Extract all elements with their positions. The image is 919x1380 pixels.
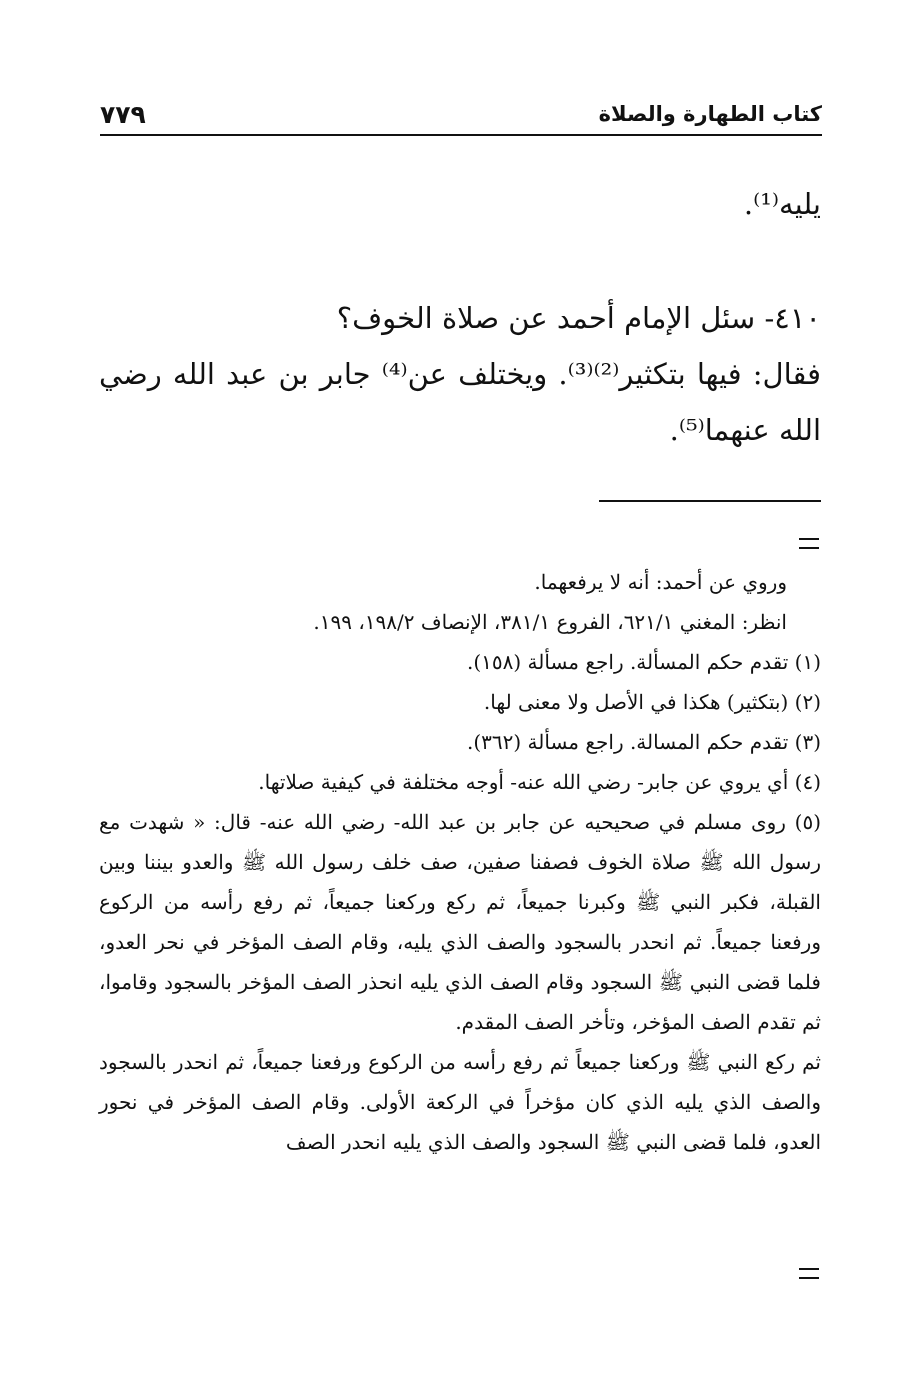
page-header: [100, 94, 822, 136]
question-answer: فقال: فيها بتكثير⁽²⁾⁽³⁾. ويختلف عن⁽⁴⁾ جابر بن عبد الله رضي الله عنهما⁽⁵⁾.: [99, 357, 821, 447]
footnote-2: (٢) (بتكثير) هكذا في الأصل ولا معنى لها.: [483, 690, 821, 714]
header-title: كتاب الطهارة والصلاة: [598, 102, 822, 126]
footnote-continued-line-1: وروي عن أحمد: أنه لا يرفعهما.: [534, 570, 787, 594]
carried-over-text: يليه⁽¹⁾.: [743, 187, 821, 221]
question-heading: ٤١٠- سئل الإمام أحمد عن صلاة الخوف؟: [336, 301, 821, 335]
continuation-mark-bottom: [799, 1268, 819, 1279]
page-number: ٧٧٩: [100, 99, 146, 129]
footnote-5-continued: ثم ركع النبي ﷺ وركعنا جميعاً ثم رفع رأسه من الركوع ورفعنا جميعاً، ثم انحدر بالسجود والصف الذي يليه الذي كان مؤخراً في الركعة الأولى. وقام الصف المؤخر في نحور العدو، فلما قضى النبي ﷺ السجود والصف الذي يليه انحدر الصف: [99, 1050, 821, 1154]
footnote-3: (٣) تقدم حكم المسالة. راجع مسألة (٣٦٢).: [466, 730, 821, 754]
footnotes: [99, 562, 821, 1162]
footnote-1: (١) تقدم حكم المسألة. راجع مسألة (١٥٨).: [466, 650, 821, 674]
footnote-5: (٥) روى مسلم في صحيحيه عن جابر بن عبد الله- رضي الله عنه- قال: « شهدت مع رسول الله ﷺ صلاة الخوف فصفنا صفين، صف خلف رسول الله ﷺ والعدو بيننا وبين القبلة، فكبر النبي ﷺ وكبرنا جميعاً، ثم ركع وركعنا جميعاً، ثم رفع رأسه من الركوع ورفعنا جميعاً. ثم انحدر بالسجود والصف الذي يليه، وقام الصف المؤخر في نحر العدو، فلما قضى النبي ﷺ السجود وقام الصف الذي يليه انحذر الصف المؤخر بالسجود وقاموا، ثم تقدم الصف المؤخر، وتأخر الصف المقدم.: [99, 810, 821, 1034]
footnote-separator: [599, 500, 821, 502]
continuation-mark-top: [799, 538, 819, 549]
question-block: [99, 290, 821, 458]
footnote-4: (٤) أي يروي عن جابر- رضي الله عنه- أوجه مختلفة في كيفية صلاتها.: [258, 770, 821, 794]
footnote-continued-line-2: انظر: المغني ٦٢١/١، الفروع ٣٨١/١، الإنصاف ١٩٨/٢، ١٩٩.: [313, 610, 787, 634]
